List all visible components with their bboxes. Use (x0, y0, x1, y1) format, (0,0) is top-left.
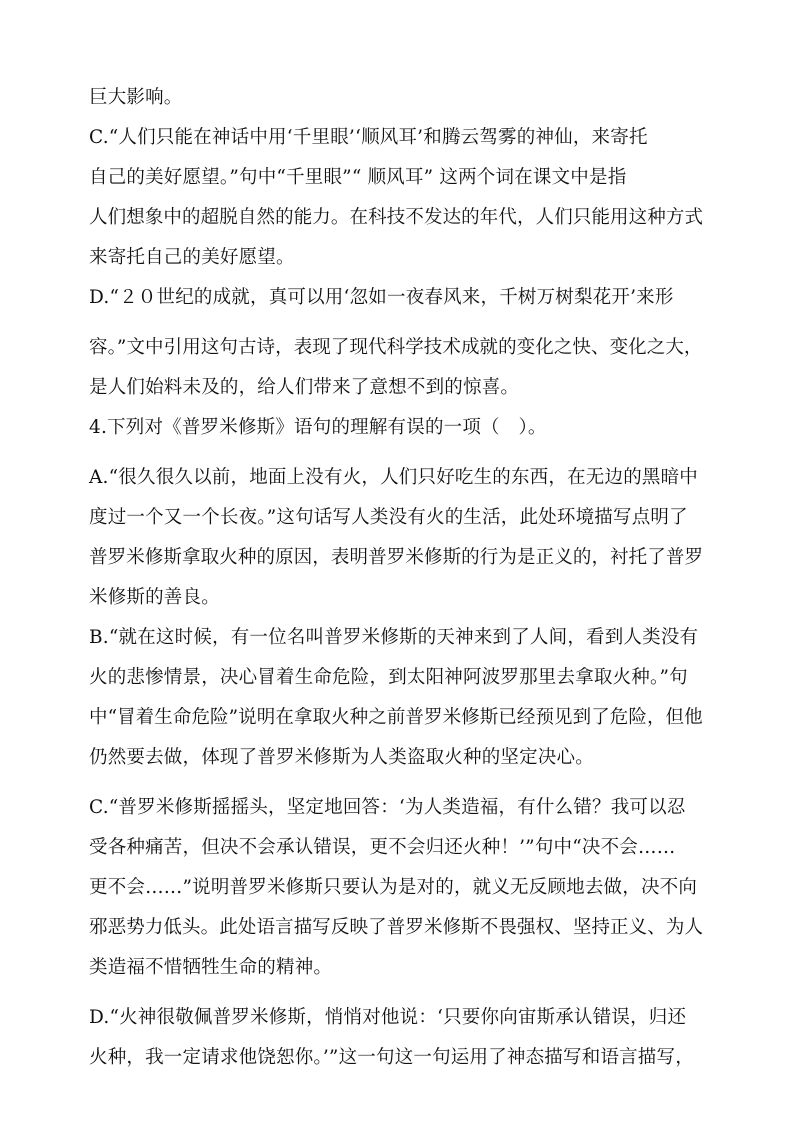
text-line: 度过一个又一个长夜。”这句话写人类没有火的生活，此处环境描写点明了 (89, 507, 688, 528)
text-line: C.“人们只能在神话中用‘千里眼’‘顺风耳’和腾云驾雾的神仙，来寄托 (89, 127, 648, 148)
text-line: 自己的美好愿望。”句中“千里眼”“ 顺风耳” 这两个词在课文中是指 (89, 167, 627, 188)
text-line: 巨大影响。 (89, 87, 183, 108)
text-line: D.“２０世纪的成就，真可以用‘忽如一夜春风来，千树万树梨花开’来形 (89, 287, 674, 308)
text-line: 中“冒着生命危险”说明在拿取火种之前普罗米修斯已经预见到了危险，但他 (89, 707, 703, 728)
text-line: 米修斯的善良。 (89, 587, 220, 608)
text-line: 受各种痛苦，但决不会承认错误，更不会归还火种！’”句中“决不会…… (89, 837, 676, 858)
text-line: 更不会……”说明普罗米修斯只要认为是对的，就义无反顾地去做，决不向 (89, 877, 698, 898)
text-line: 火种，我一定请求他饶恕你。’”这一句这一句运用了神态描写和语言描写， (89, 1047, 694, 1068)
text-line: 邪恶势力低头。此处语言描写反映了普罗米修斯不畏强权、坚持正义、为人 (89, 917, 704, 938)
text-line: 人们想象中的超脱自然的能力。在科技不发达的年代，人们只能用这种方式 (89, 207, 704, 228)
text-line: D.“火神很敬佩普罗米修斯，悄悄对他说：‘只要你向宙斯承认错误，归还 (89, 1007, 687, 1028)
text-line: 来寄托自己的美好愿望。 (89, 247, 295, 268)
text-line: 类造福不惜牺牲生命的精神。 (89, 957, 333, 978)
text-line: A.“很久很久以前，地面上没有火，人们只好吃生的东西，在无边的黑暗中 (89, 467, 699, 488)
text-line: 普罗米修斯拿取火种的原因，表明普罗米修斯的行为是正义的，衬托了普罗 (89, 547, 704, 568)
text-line: 火的悲惨情景，决心冒着生命危险，到太阳神阿波罗那里去拿取火种。”句 (89, 667, 688, 688)
text-line: C.“普罗米修斯摇摇头，坚定地回答：‘为人类造福，有什么错？我可以忍 (89, 797, 686, 818)
text-line: B.“就在这时候，有一位名叫普罗米修斯的天神来到了人间，看到人类没有 (89, 627, 699, 648)
question-title: 4.下列对《普罗米修斯》语句的理解有误的一项（ ）。 (89, 417, 547, 438)
text-line: 仍然要去做，体现了普罗米修斯为人类盗取火种的坚定决心。 (89, 747, 594, 768)
text-line: 是人们始料未及的，给人们带来了意想不到的惊喜。 (89, 377, 520, 398)
text-line: 容。”文中引用这句古诗，表现了现代科学技术成就的变化之快、变化之大， (89, 337, 703, 358)
